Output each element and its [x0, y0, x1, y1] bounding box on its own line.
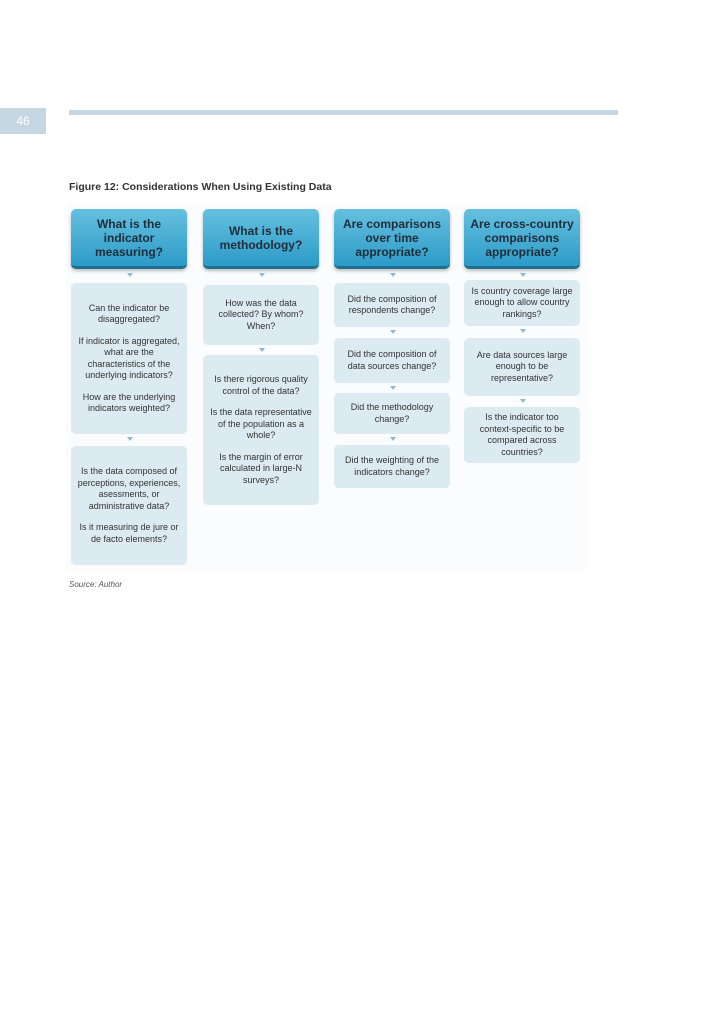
question-box: [334, 338, 450, 383]
column-header: What is the methodology?: [203, 209, 319, 269]
question-box: [334, 445, 450, 488]
question-text: How are the underlying indicators weighted?: [82, 391, 176, 413]
down-arrow-icon: [520, 273, 526, 277]
question-box: [71, 446, 187, 565]
down-arrow-icon: [390, 437, 396, 441]
question-text: Is it measuring de jure or de facto elements?: [79, 522, 179, 544]
question-box: [334, 393, 450, 434]
question-box: [464, 407, 580, 463]
question-box: [71, 283, 187, 434]
down-arrow-icon: [520, 399, 526, 403]
column-header: What is the indicator measuring?: [71, 209, 187, 269]
question-text: Is there rigorous quality control of the data?: [214, 374, 308, 396]
down-arrow-icon: [390, 330, 396, 334]
down-arrow-icon: [259, 348, 265, 352]
question-text: Is country coverage large enough to allow country rankings?: [471, 285, 573, 319]
down-arrow-icon: [520, 329, 526, 333]
question-text: If indicator is aggregated, what are the characteristics of the underlying indicators?: [78, 335, 180, 380]
question-box: [464, 338, 580, 396]
question-text: Can the indicator be disaggregated?: [88, 302, 170, 324]
question-box: [334, 283, 450, 327]
question-text: Is the data representative of the population as a whole?: [210, 407, 312, 440]
header-rule: [69, 110, 618, 115]
question-text: Did the composition of respondents change?: [347, 293, 437, 315]
column-header: Are cross-country comparisons appropriate?: [464, 209, 580, 269]
question-text: Are data sources large enough to be representative?: [476, 349, 568, 383]
figure-title: Figure 12: Considerations When Using Existing Data: [69, 181, 332, 193]
question-text: Is the margin of error calculated in large-N surveys?: [219, 451, 303, 485]
question-text: Did the weighting of the indicators change?: [344, 455, 440, 477]
down-arrow-icon: [259, 273, 265, 277]
down-arrow-icon: [127, 273, 133, 277]
question-text: Did the methodology change?: [350, 402, 434, 424]
column-header: Are comparisons over time appropriate?: [334, 209, 450, 269]
question-text: How was the data collected? By whom? When?: [218, 297, 304, 331]
down-arrow-icon: [390, 386, 396, 390]
question-box: [203, 355, 319, 505]
figure-source: Source: Author: [69, 580, 123, 589]
down-arrow-icon: [127, 437, 133, 441]
page-number: 46: [0, 108, 46, 134]
question-text: Did the composition of data sources change?: [347, 349, 437, 371]
down-arrow-icon: [390, 273, 396, 277]
question-box: [464, 280, 580, 326]
question-text: Is the data composed of perceptions, experiences, asessments, or administrative data?: [77, 466, 181, 511]
question-box: [203, 285, 319, 345]
question-text: Is the indicator too context-specific to be compared across countries?: [479, 412, 565, 457]
